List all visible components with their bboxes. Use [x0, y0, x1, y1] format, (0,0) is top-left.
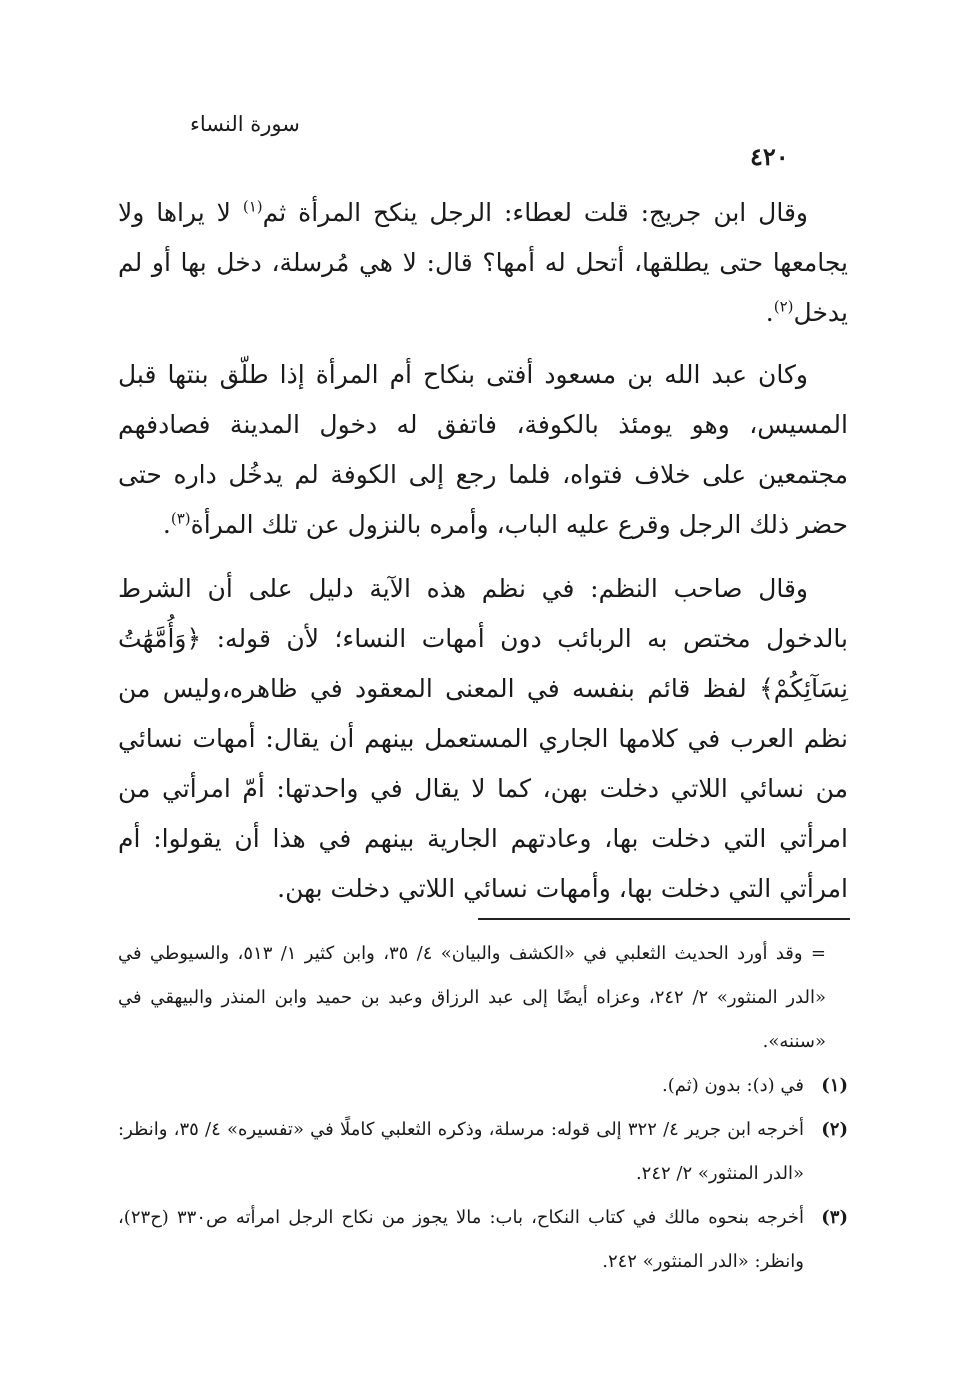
footnote-divider — [478, 918, 850, 920]
footnote-ref-1[interactable]: (١) — [242, 197, 263, 216]
paragraph-3-text-a: وقال صاحب النظم: في نظم هذه الآية دليل على أن الشرط بالدخول مختص به الربائب دون أمهات النساء؛ لأن قوله: — [118, 574, 848, 653]
footnote-continuation: = وقد أورد الحديث الثعلبي في «الكشف والبيان» ٤/ ٣٥، وابن كثير ١/ ٥١٣، والسيوطي في «الدر المنثور» ٢/ ٢٤٢، وعزاه أيضًا إلى عبد الرزاق وعبد بن حميد وابن المنذر والبيهقي في «سننه». — [118, 943, 826, 1052]
paragraph-1-text-b: لا يراها ولا يجامعها حتى يطلقها، أتحل له أمها؟ قال: لا هي مُرسلة، دخل بها أو لم يدخل — [118, 198, 848, 327]
paragraph-1-text-c: . — [765, 298, 774, 327]
quran-verse-quote: ﴿وَأُمَّهَٰتُ نِسَآئِكُمْ﴾ — [118, 624, 848, 703]
paragraph-ibn-masud — [118, 350, 848, 550]
paragraph-3-text-b: لفظ قائم بنفسه في المعنى المعقود في ظاهره،وليس من نظم العرب في كلامها الجاري المستعمل بينهم أن يقال: أمهات نسائي من نسائي اللاتي دخلت بهن، كما لا يقال في واحدتها: أمّ امرأتي من امرأتي التي دخلت بها، وعادتهم الجارية بينهم في هذا أن يقولوا: أم امرأتي التي دخلت بها، وأمهات نسائي اللاتي دخلت بهن. — [118, 674, 848, 903]
paragraph-sahib-al-nazm — [118, 564, 848, 914]
footnote-text: أخرجه بنحوه مالك في كتاب النكاح، باب: مالا يجوز من نكاح الرجل امرأته ص٣٣٠ (ح٢٣)، وانظر: «الدر المنثور» ٢٤٢. — [118, 1207, 804, 1272]
paragraph-1-text-a: وقال ابن جريج: قلت لعطاء: الرجل ينكح المرأة ثم — [262, 198, 808, 227]
footnote-text: في (د): بدون (ثم). — [661, 1075, 804, 1096]
paragraph-2-text-a: وكان عبد الله بن مسعود أفتى بنكاح أم المرأة إذا طلّق بنتها قبل المسيس، وهو يومئذ بالكوفة، فاتفق له دخول المدينة فصادفهم مجتمعين على خلاف فتواه، فلما رجع إلى الكوفة لم يدخُل داره حتى حضر ذلك الرجل وقرع عليه الباب، وأمره بالنزول عن تلك المرأة — [118, 360, 848, 539]
paragraph-ibn-jurayj — [118, 188, 848, 338]
footnote-number: (٢) — [821, 1119, 848, 1140]
footnote-3 — [118, 1196, 848, 1284]
main-text — [118, 188, 848, 928]
footnote-text: أخرجه ابن جرير ٤/ ٣٢٢ إلى قوله: مرسلة، وذكره الثعلبي كاملًا في «تفسيره» ٤/ ٣٥، وانظر: «الدر المنثور» ٢/ ٢٤٢. — [118, 1119, 804, 1184]
page-number: ٤٢٠ — [750, 142, 789, 171]
footnote-2 — [118, 1108, 848, 1196]
footnotes-section — [118, 932, 848, 1284]
footnote-number: (١) — [821, 1075, 848, 1096]
footnote-ref-2[interactable]: (٢) — [773, 297, 794, 316]
surah-title: سورة النساء — [190, 112, 300, 136]
paragraph-2-text-c: . — [162, 510, 171, 539]
footnote-ref-3[interactable]: (٣) — [170, 509, 191, 528]
footnote-1 — [118, 1064, 848, 1108]
footnote-number: (٣) — [821, 1207, 848, 1228]
